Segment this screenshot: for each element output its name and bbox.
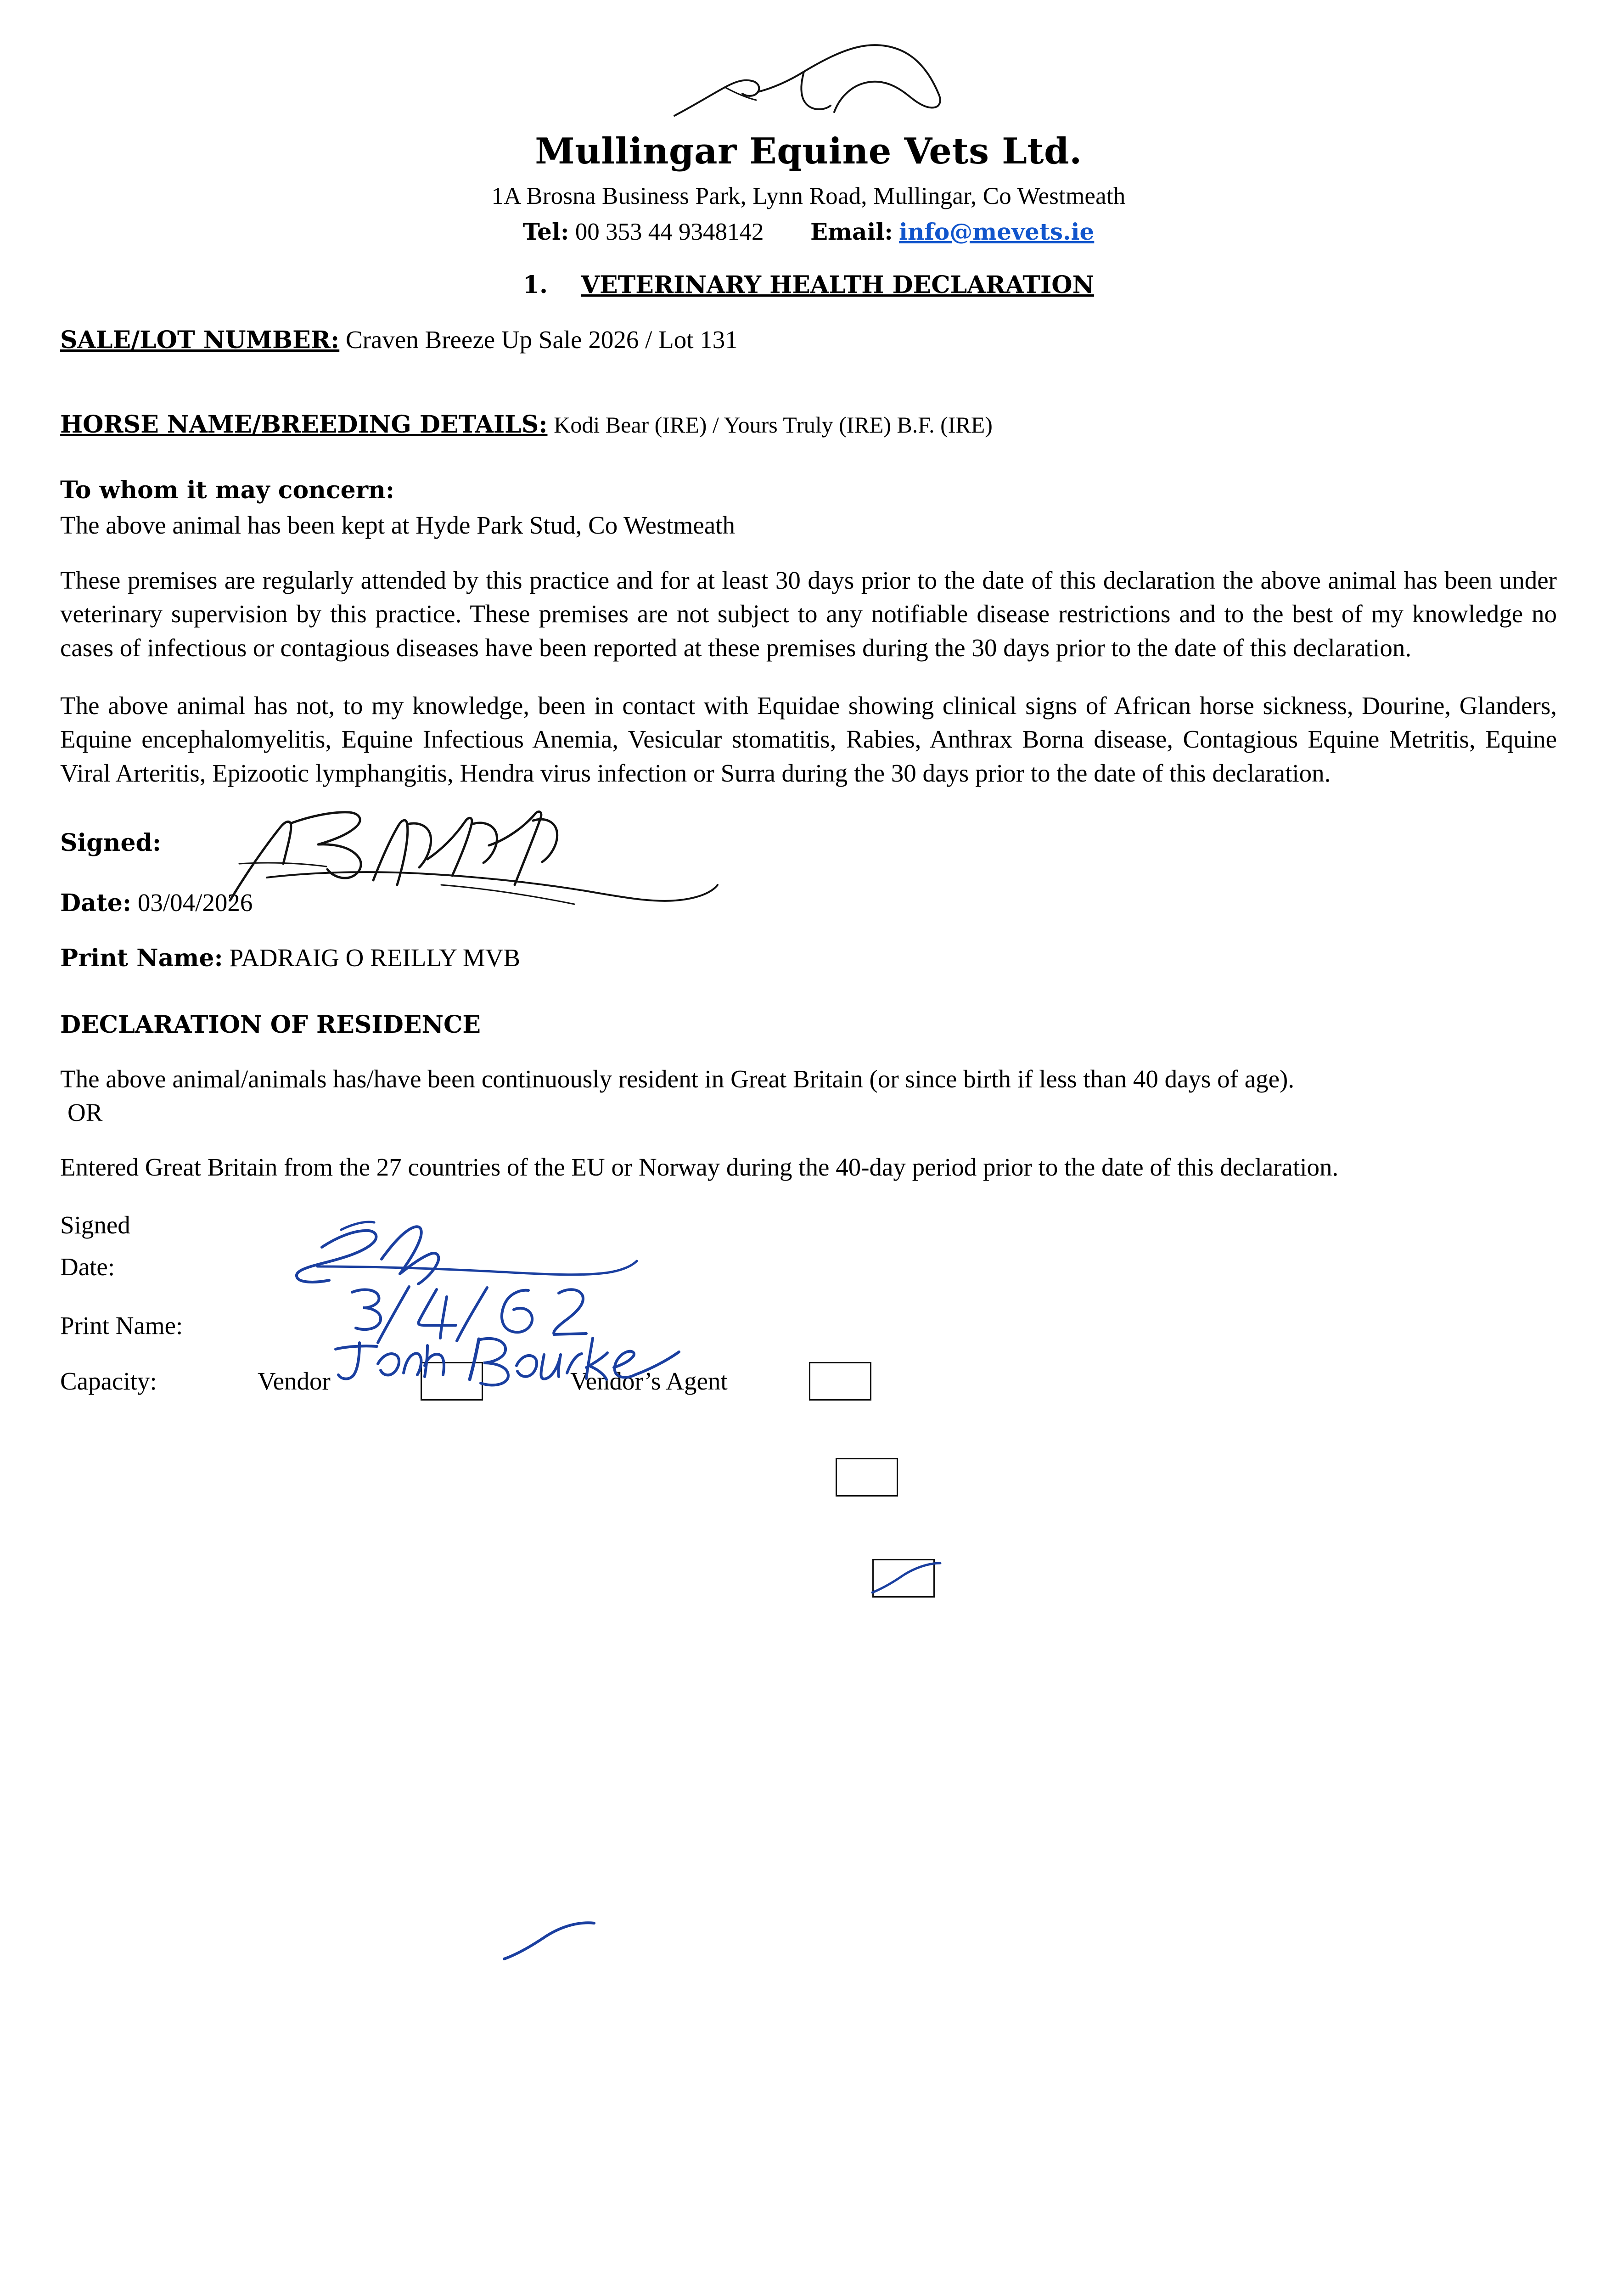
vendor-date-row [60,1253,1557,1281]
contact-line [60,218,1557,246]
paragraph-premises: These premises are regularly attended by this practice and for at least 30 days prior to the date of this declaration the above animal has been under veterinary supervision by this practice. These premises are not subject to any notifiable disease restrictions and to the best of my knowledge no cases of infectious or contagious diseases have been reported at these premises during the 30 days prior to the date of this declaration. [60,566,1557,662]
date-label: Date: [60,889,132,917]
date-row [60,886,1557,919]
horse-details-value: Kodi Bear (IRE) / Yours Truly (IRE) B.F. (IRE) [554,411,993,438]
capacity-label: Capacity: [60,1367,157,1396]
signed-label: Signed: [60,828,162,857]
horse-head-line-drawing-icon [666,37,951,124]
vendor-print-name-row [60,1312,1557,1340]
vendor-print-name-label: Print Name: [60,1311,183,1340]
kept-at-line: The above animal has been kept at Hyde Park Stud, Co Westmeath [60,511,736,539]
residence-checkbox-2[interactable] [872,1559,935,1598]
print-name-label: Print Name: [60,944,223,972]
sale-lot-row [60,324,1557,356]
tel-label: Tel: [522,218,569,245]
vendor-checkbox[interactable] [421,1362,483,1401]
residence-option-1: The above animal/animals has/have been continuously resident in Great Britain (or since birth if less than 40 days of age). [60,1065,1295,1093]
vendor-signed-row [60,1211,1557,1239]
print-name-value: PADRAIG O REILLY MVB [229,943,521,972]
vendor-signed-label: Signed [60,1211,130,1239]
vendor-agent-label: Vendor’s Agent [570,1367,728,1396]
section-title-text: VETERINARY HEALTH DECLARATION [581,271,1095,299]
residence-heading: DECLARATION OF RESIDENCE [60,1011,481,1039]
vendor-signature-block [60,1211,1557,1401]
horse-details-row [60,409,1557,440]
practice-logo [60,18,1557,124]
residence-or: OR [67,1098,103,1126]
company-address: 1A Brosna Business Park, Lynn Road, Mullingar, Co Westmeath [491,183,1126,209]
tel-value: 00 353 44 9348142 [575,219,764,245]
sale-lot-value: Craven Breeze Up Sale 2026 / Lot 131 [345,326,738,354]
date-value: 03/04/2026 [137,889,253,917]
section-number: 1. [522,271,548,299]
signed-row [60,826,1557,859]
email-link[interactable]: info@mevets.ie [899,218,1095,245]
print-name-row [60,941,1557,974]
residence-checkbox-1[interactable] [836,1458,898,1497]
vendor-agent-checkbox[interactable] [809,1362,871,1401]
horse-details-label: HORSE NAME/BREEDING DETAILS: [60,410,548,439]
vendor-date-label: Date: [60,1252,115,1281]
paragraph-diseases: The above animal has not, to my knowledge, been in contact with Equidae showing clinical signs of African horse sickness, Dourine, Glanders, Equine encephalomyelitis, Equine Infectious Anemia, Vesicular stomatitis, Rabies, Anthrax Borna disease, Contagious Equine Metritis, Equine Viral Arteritis, Epizootic lymphangitis, Hendra virus infection or Surra during the 30 days prior to the date of this declaration. [60,691,1557,787]
page-title [60,271,1557,299]
email-label: Email: [810,218,893,245]
vet-signature-block [60,826,1557,974]
to-whom-heading: To whom it may concern: [60,476,395,504]
sale-lot-label: SALE/LOT NUMBER: [60,326,340,354]
capacity-row [60,1362,1557,1401]
vendor-label: Vendor [258,1367,331,1396]
residence-option-2: Entered Great Britain from the 27 countries of the EU or Norway during the 40-day period prior to the date of this declaration. [60,1153,1339,1181]
vendor-checkbox-tick [496,1915,634,1979]
company-name: Mullingar Equine Vets Ltd. [535,130,1082,172]
